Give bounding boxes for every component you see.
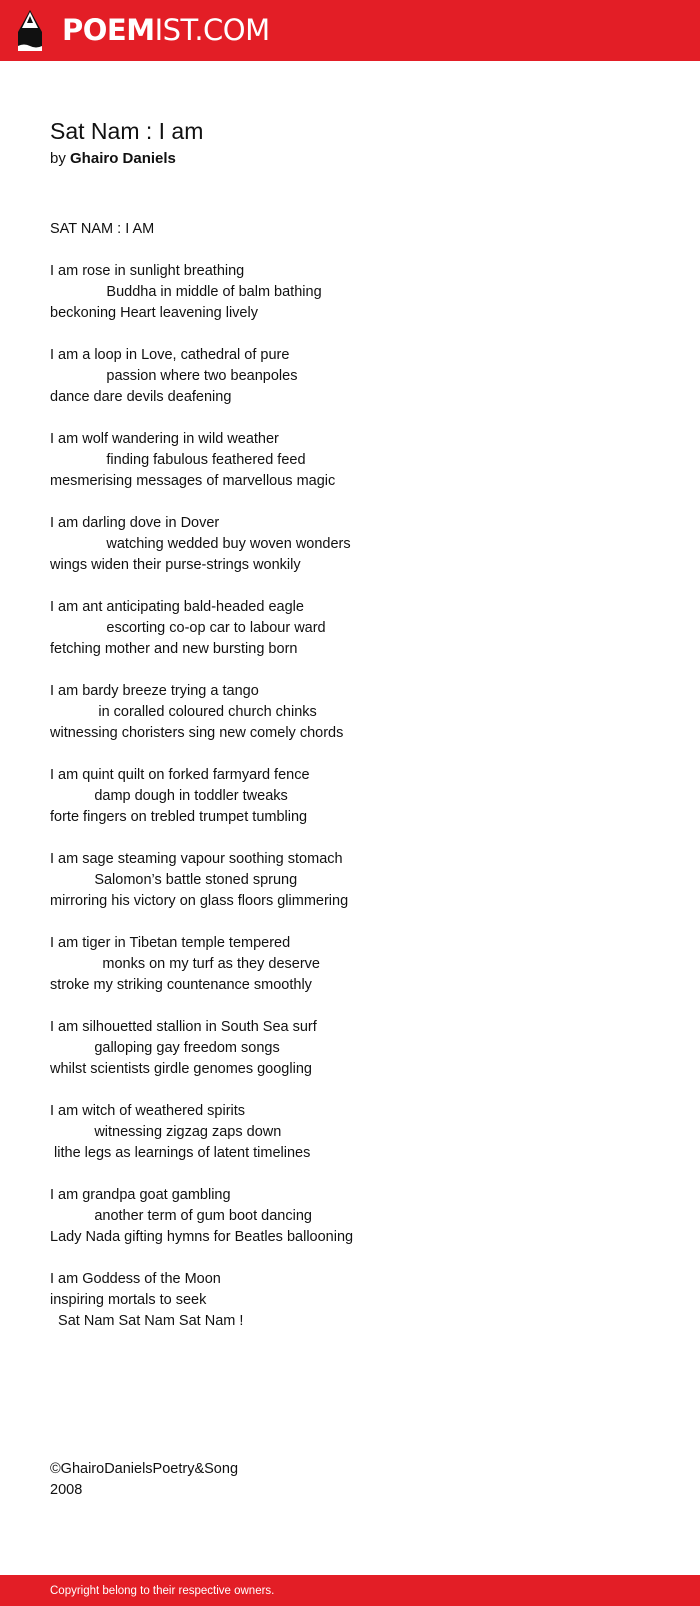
poem-line: watching wedded buy woven wonders	[50, 536, 351, 552]
poem-line	[50, 408, 353, 429]
poem-line: I am darling dove in Dover	[50, 515, 220, 531]
credit-line: 2008	[50, 1482, 83, 1498]
poem-title: Sat Nam : I am	[50, 118, 204, 144]
poem-line: I am a loop in Love, cathedral of pure	[50, 347, 290, 363]
poem-line: fetching mother and new bursting born	[50, 641, 298, 657]
poem-body	[50, 219, 353, 1332]
poem-line: SAT NAM : I AM	[50, 221, 155, 237]
poem-line: wings widen their purse-strings wonkily	[50, 557, 301, 573]
poem-line: forte fingers on trebled trumpet tumbling	[50, 809, 308, 825]
poem-line: monks on my turf as they deserve	[50, 956, 320, 972]
poem-line: inspiring mortals to seek	[50, 1292, 207, 1308]
site-footer	[0, 1575, 700, 1606]
poem-line: Salomon’s battle stoned sprung	[50, 872, 298, 888]
poem-line: I am ant anticipating bald-headed eagle	[50, 599, 304, 615]
poem-line: lithe legs as learnings of latent timelines	[50, 1145, 311, 1161]
poem-credit	[50, 1459, 238, 1501]
poem-line: galloping gay freedom songs	[50, 1040, 280, 1056]
poem-line: Lady Nada gifting hymns for Beatles ballooning	[50, 1229, 354, 1245]
poem-line: witnessing zigzag zaps down	[50, 1124, 282, 1140]
poem-line	[50, 492, 353, 513]
poem-line: damp dough in toddler tweaks	[50, 788, 288, 804]
poem-line: I am quint quilt on forked farmyard fence	[50, 767, 310, 783]
site-logo[interactable]	[62, 12, 270, 48]
author-name[interactable]: Ghairo Daniels	[70, 150, 176, 167]
poem-line: another term of gum boot dancing	[50, 1208, 312, 1224]
poem-line	[50, 240, 353, 261]
poem-line: mesmerising messages of marvellous magic	[50, 473, 336, 489]
poem-line: stroke my striking countenance smoothly	[50, 977, 312, 993]
poem-line	[50, 744, 353, 765]
poem-line	[50, 996, 353, 1017]
pencil-tip-icon[interactable]	[18, 10, 42, 51]
poem-line	[50, 1164, 353, 1185]
poem-line: finding fabulous feathered feed	[50, 452, 306, 468]
poem-line: I am witch of weathered spirits	[50, 1103, 246, 1119]
poem-line: I am bardy breeze trying a tango	[50, 683, 259, 699]
logo-text-light: IST.COM	[154, 13, 270, 47]
poem-line	[50, 912, 353, 933]
poem-line: escorting co-op car to labour ward	[50, 620, 326, 636]
poem-line: Buddha in middle of balm bathing	[50, 284, 322, 300]
poem-line: mirroring his victory on glass floors glimmering	[50, 893, 349, 909]
logo-text-bold: POEM	[62, 13, 155, 47]
poem-line: in coralled coloured church chinks	[50, 704, 317, 720]
poem-line: Sat Nam Sat Nam Sat Nam !	[50, 1313, 244, 1329]
poem-line: I am tiger in Tibetan temple tempered	[50, 935, 291, 951]
by-label: by	[50, 150, 66, 167]
poem-line: I am Goddess of the Moon	[50, 1271, 221, 1287]
poem-line: witnessing choristers sing new comely chords	[50, 725, 344, 741]
site-header	[0, 0, 700, 61]
poem-line: passion where two beanpoles	[50, 368, 298, 384]
poem-line: I am sage steaming vapour soothing stomach	[50, 851, 343, 867]
poem-line: I am rose in sunlight breathing	[50, 263, 245, 279]
poem-line	[50, 1080, 353, 1101]
poem-line	[50, 324, 353, 345]
poem-line	[50, 576, 353, 597]
poem-line: I am silhouetted stallion in South Sea surf	[50, 1019, 317, 1035]
poem-line: dance dare devils deafening	[50, 389, 232, 405]
byline	[50, 149, 176, 169]
poem-line: I am grandpa goat gambling	[50, 1187, 231, 1203]
copyright-notice: Copyright belong to their respective owners.	[50, 1585, 275, 1597]
poem-line: beckoning Heart leavening lively	[50, 305, 258, 321]
poem-line	[50, 1248, 353, 1269]
poem-line	[50, 660, 353, 681]
poem-line: whilst scientists girdle genomes googling	[50, 1061, 312, 1077]
poem-line: I am wolf wandering in wild weather	[50, 431, 279, 447]
credit-line: ©GhairoDanielsPoetry&Song	[50, 1461, 239, 1477]
poem-line	[50, 828, 353, 849]
